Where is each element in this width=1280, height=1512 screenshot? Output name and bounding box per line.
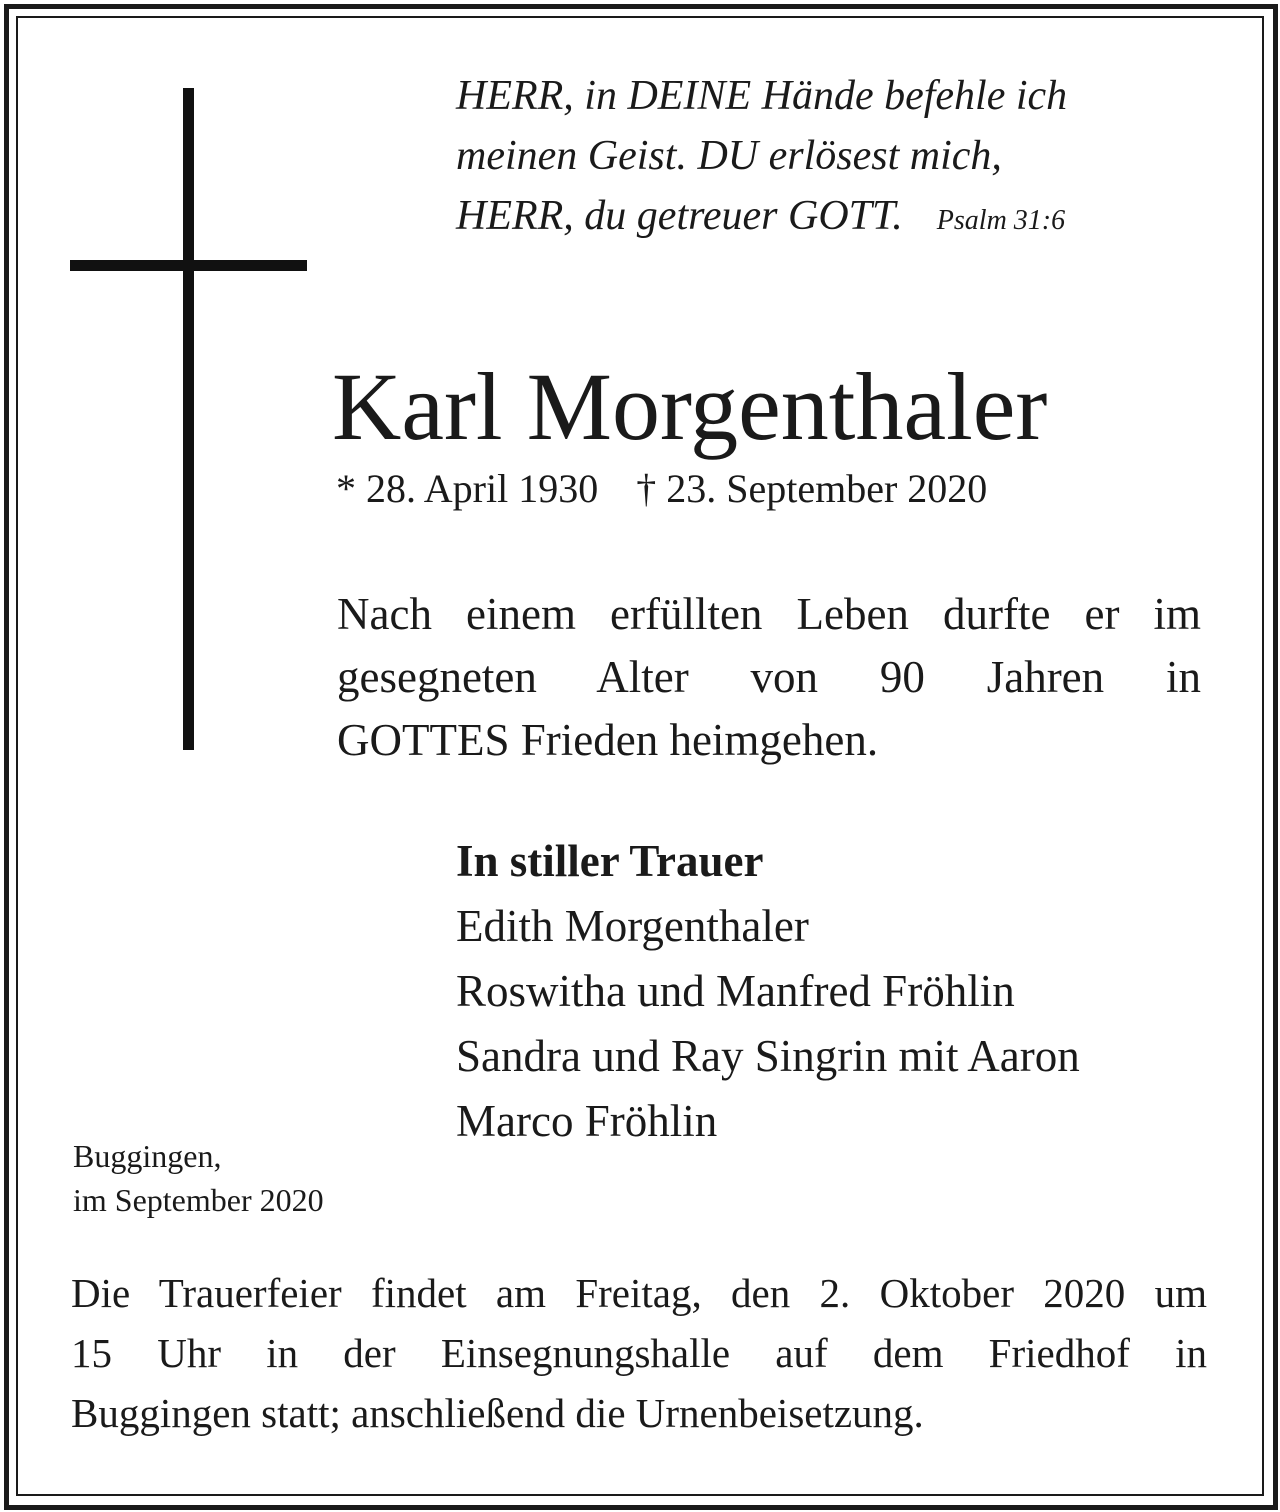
- death-date: † 23. September 2020: [636, 466, 988, 511]
- funeral-line: Buggingen statt; anschließend die Urnenbeisetzung.: [71, 1390, 924, 1436]
- place-date: im September 2020: [73, 1182, 324, 1218]
- cross-vertical-bar: [183, 88, 194, 750]
- verse-line: [456, 186, 1216, 251]
- tribute-line: Nach einem erfüllten Leben durfte er im: [337, 589, 1201, 639]
- birth-date: * 28. April 1930: [336, 466, 599, 511]
- funeral-line: Die Trauerfeier findet am Freitag, den 2. Oktober 2020 um: [71, 1270, 1207, 1316]
- tribute-line: gesegneten Alter von 90 Jahren in: [337, 652, 1201, 702]
- funeral-line: 15 Uhr in der Einsegnungshalle auf dem Friedhof in: [71, 1330, 1207, 1376]
- place-city: Buggingen,: [73, 1138, 222, 1174]
- mourner-name: Sandra und Ray Singrin mit Aaron: [456, 1031, 1080, 1081]
- place-and-date: [73, 1134, 324, 1222]
- mourner-name: Edith Morgenthaler: [456, 901, 809, 951]
- funeral-notice: [71, 1263, 1207, 1443]
- cross-horizontal-bar: [70, 260, 307, 271]
- bible-verse: [456, 66, 1216, 251]
- verse-line: meinen Geist. DU erlösest mich,: [456, 133, 1002, 179]
- mourners-heading: In stiller Trauer: [456, 836, 764, 886]
- life-dates: [336, 464, 987, 514]
- mourner-name: Marco Fröhlin: [456, 1096, 718, 1146]
- verse-line: HERR, in DEINE Hände befehle ich: [456, 73, 1068, 119]
- mourners-block: [456, 829, 1236, 1154]
- mourner-name: Roswitha und Manfred Fröhlin: [456, 966, 1015, 1016]
- verse-reference: Psalm 31:6: [936, 205, 1066, 236]
- verse-line-text: HERR, du getreuer GOTT.: [456, 193, 903, 239]
- deceased-name: Karl Morgenthaler: [332, 353, 1048, 460]
- tribute-line: GOTTES Frieden heimgehen.: [337, 715, 879, 765]
- tribute-text: [337, 583, 1201, 772]
